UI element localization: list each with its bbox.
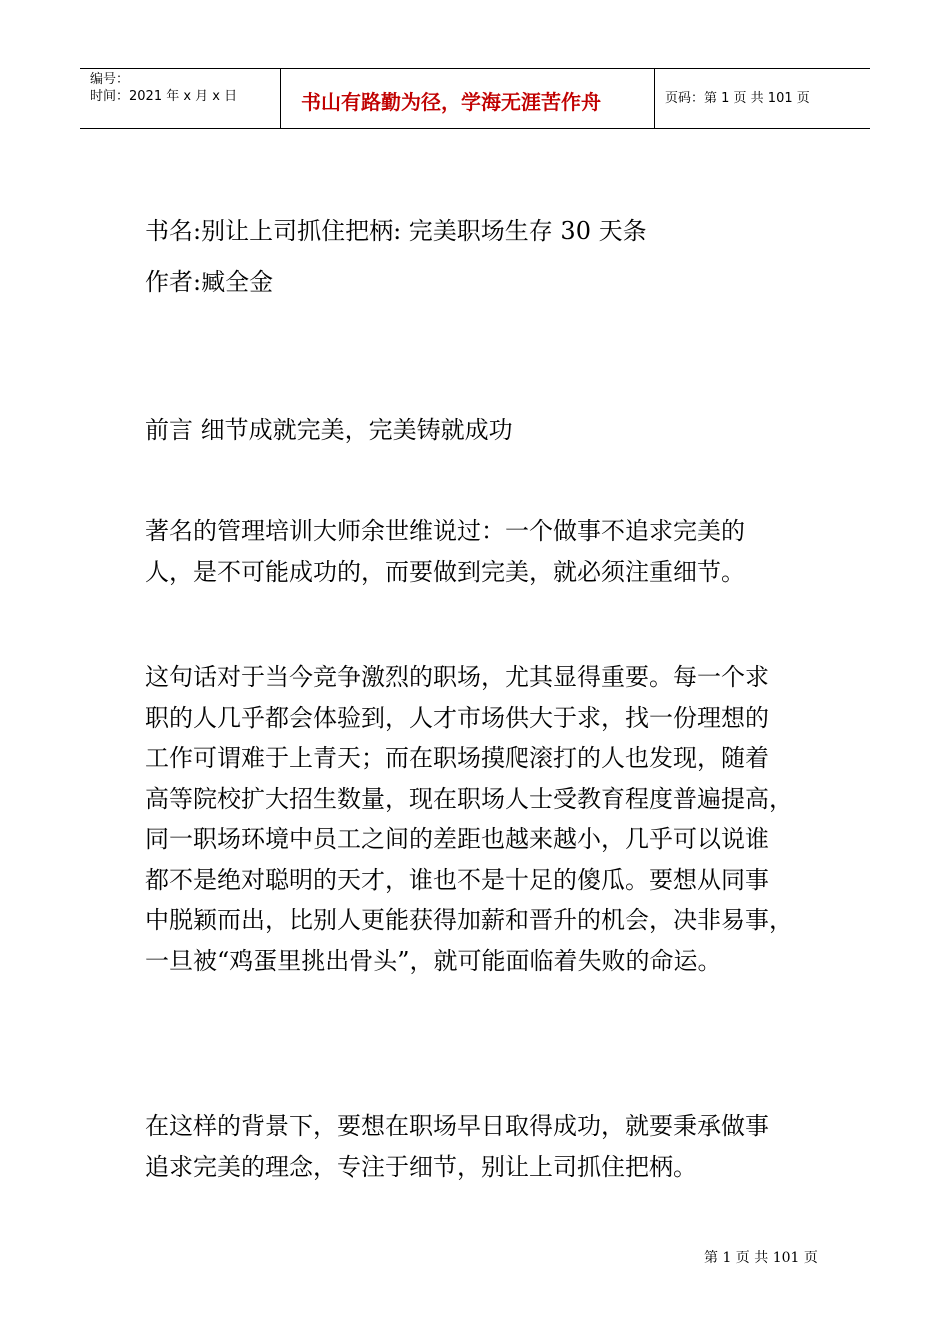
page-footer: 第 1 页 共 101 页 xyxy=(704,1250,818,1266)
time-label: 时间：2021 年 x 月 x 日 xyxy=(90,89,238,104)
paragraph-line: 一旦被“鸡蛋里挑出骨头”，就可能面临着失败的命运。 xyxy=(145,946,722,975)
book-author: 作者:臧全金 xyxy=(145,268,274,296)
header-motto-cell xyxy=(281,69,655,128)
paragraph-line: 都不是绝对聪明的天才，谁也不是十足的傻瓜。要想从同事 xyxy=(145,865,769,894)
paragraph-line: 职的人几乎都会体验到，人才市场供大于求，找一份理想的 xyxy=(145,703,769,732)
number-label: 编号： xyxy=(90,72,130,87)
paragraph-line: 工作可谓难于上青天；而在职场摸爬滚打的人也发现，随着 xyxy=(145,744,769,772)
motto-text: 书山有路勤为径，学海无涯苦作舟 xyxy=(301,90,601,114)
paragraph-2 xyxy=(145,657,815,981)
paragraph-line: 这句话对于当今竞争激烈的职场，尤其显得重要。每一个求 xyxy=(145,663,769,691)
preface-title: 前言 细节成就完美，完美铸就成功 xyxy=(145,416,513,444)
paragraph-line: 人，是不可能成功的，而要做到完美，就必须注重细节。 xyxy=(145,557,745,586)
paragraph-line: 追求完美的理念，专注于细节，别让上司抓住把柄。 xyxy=(145,1152,697,1181)
page-info: 页码：第 1 页 共 101 页 xyxy=(665,91,810,106)
paragraph-line: 同一职场环境中员工之间的差距也越来越小，几乎可以说谁 xyxy=(145,825,769,853)
paragraph-line: 高等院校扩大招生数量，现在职场人士受教育程度普遍提高， xyxy=(145,784,793,813)
paragraph-1 xyxy=(145,511,815,592)
paragraph-line: 著名的管理培训大师余世维说过：一个做事不追求完美的 xyxy=(145,517,745,545)
header-page-cell xyxy=(655,69,870,128)
paragraph-3 xyxy=(145,1106,815,1187)
book-title: 书名:别让上司抓住把柄: 完美职场生存 30 天条 xyxy=(145,217,647,245)
header-meta-cell xyxy=(80,69,281,128)
paragraph-line: 在这样的背景下，要想在职场早日取得成功，就要秉承做事 xyxy=(145,1112,769,1140)
document-header xyxy=(80,68,870,129)
paragraph-line: 中脱颖而出，比别人更能获得加薪和晋升的机会，决非易事， xyxy=(145,906,793,934)
